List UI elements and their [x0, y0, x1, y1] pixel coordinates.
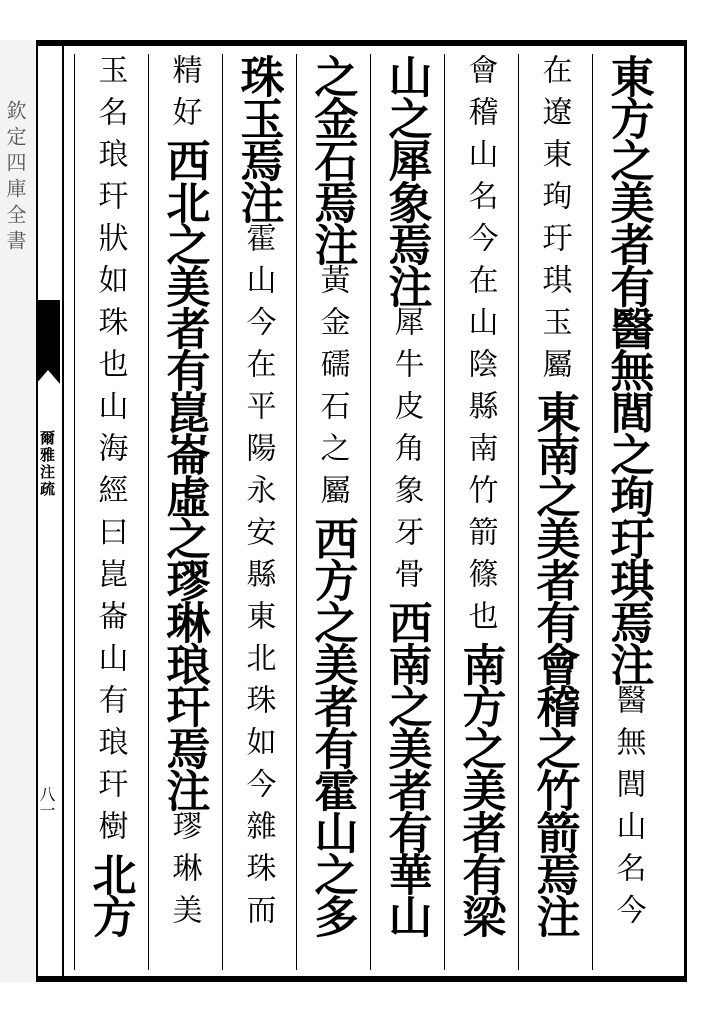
- page-number: 八一: [37, 786, 56, 818]
- text-column: [444, 54, 514, 970]
- commentary-text: 會稽山名今在山陰縣南竹箭篠也: [462, 54, 498, 642]
- text-column: [148, 54, 218, 970]
- main-text: 西南之美者有華山: [380, 600, 432, 936]
- commentary-text: 醫無閭山名今: [610, 684, 646, 936]
- commentary-text: 霍山今在平陽永安縣東北珠如今雜珠而: [240, 222, 276, 936]
- main-text: 之金石焉注: [306, 54, 358, 264]
- fish-tail-notch: [36, 370, 60, 384]
- main-text: 西方之美者有霍山之多: [306, 516, 358, 936]
- commentary-text: 犀牛皮角象牙骨: [388, 306, 424, 600]
- text-column: [74, 54, 144, 970]
- text-column: [222, 54, 292, 970]
- main-text: 珠玉焉注: [232, 54, 284, 222]
- text-column: [592, 54, 662, 970]
- header-title: 欽定四庫全書: [3, 100, 27, 256]
- main-text: 山之犀象焉注: [380, 54, 432, 306]
- main-text: 東南之美者有會稽之竹箭焉注: [528, 390, 580, 936]
- commentary-text: 璆琳美: [166, 810, 202, 936]
- main-text: 北方: [84, 852, 136, 936]
- commentary-text: 玉名琅玕狀如珠也山海經曰崑崙山有琅玕樹: [92, 54, 128, 852]
- main-text: 東方之美者有醫無閭之珣玗琪焉注: [602, 54, 654, 684]
- main-text: 南方之美者有梁: [454, 642, 506, 936]
- fish-tail-mark: [36, 300, 60, 370]
- inner-rule: [62, 46, 64, 976]
- text-column: [296, 54, 366, 970]
- commentary-text: 精好: [166, 54, 202, 138]
- text-column: [518, 54, 588, 970]
- commentary-text: 在遼東珣玗琪玉屬: [536, 54, 572, 390]
- book-title: 爾雅注疏: [38, 430, 56, 498]
- commentary-text: 黃金礝石之屬: [314, 264, 350, 516]
- main-text: 西北之美者有崑崙虛之璆琳琅玕焉注: [158, 138, 210, 810]
- text-column: [370, 54, 440, 970]
- margin-strip: [0, 40, 38, 982]
